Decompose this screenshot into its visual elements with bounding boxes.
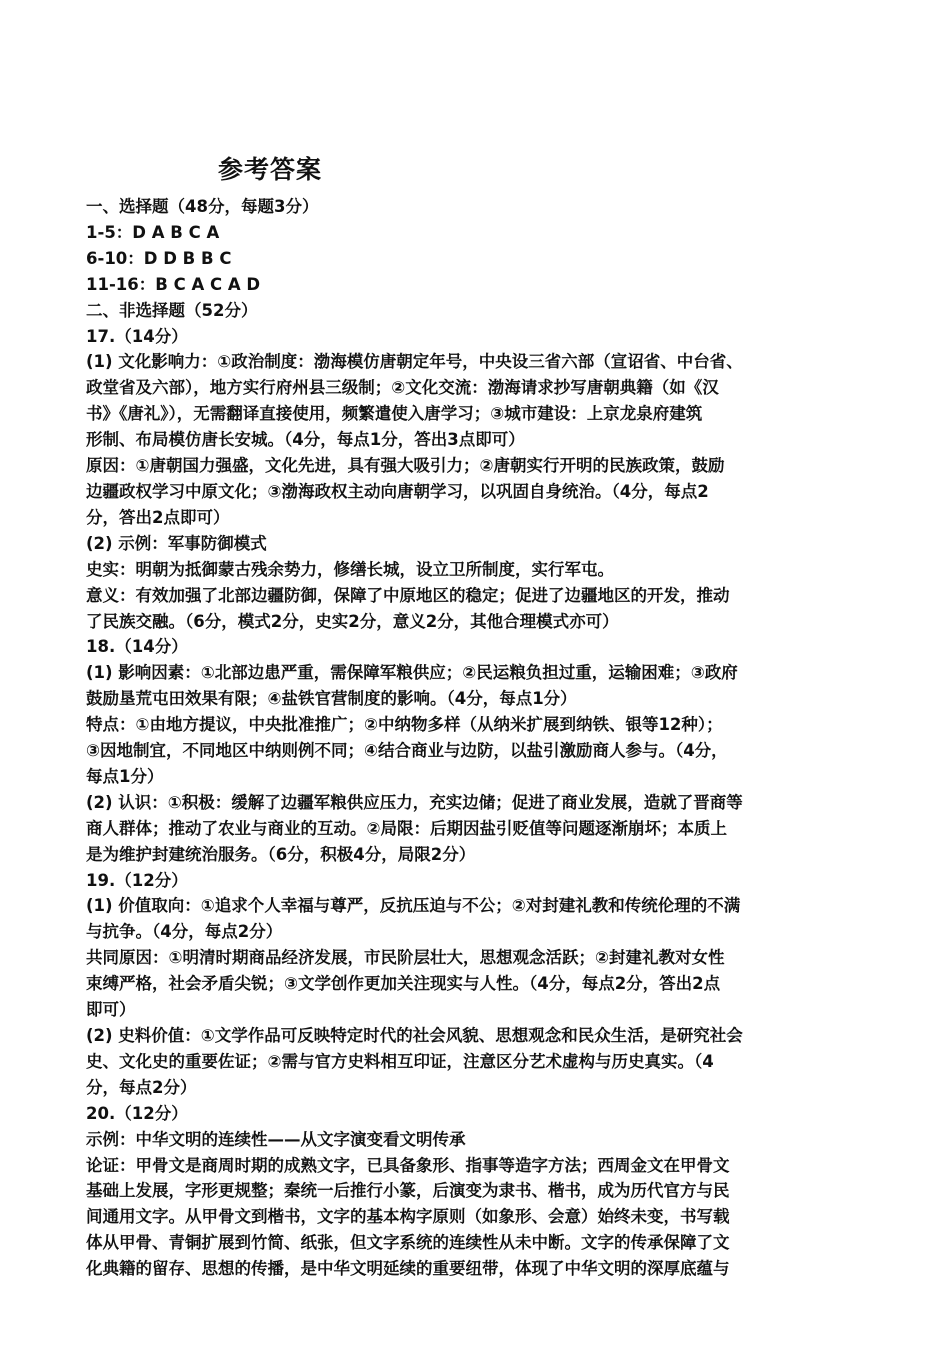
page-title: 参考答案 bbox=[218, 155, 323, 184]
answer-line: 共同原因：①明清时期商品经济发展，市民阶层壮大，思想观念活跃；②封建礼教对女性 bbox=[86, 948, 725, 968]
answer-line: 19.（12分） bbox=[86, 870, 188, 890]
answer-line: 即可） bbox=[86, 1000, 136, 1020]
answer-line: 特点：①由地方提议，中央批准推广；②中纳物多样（从纳米扩展到纳铁、银等12种）； bbox=[86, 715, 723, 735]
answer-line: (2) 史料价值：①文学作品可反映特定时代的社会风貌、思想观念和民众生活，是研究社会 bbox=[86, 1026, 743, 1045]
answer-line: (1) 价值取向：①追求个人幸福与尊严，反抗压迫与不公；②对封建礼教和传统伦理的不满 bbox=[86, 896, 741, 916]
answer-line: 18.（14分） bbox=[86, 637, 188, 657]
answer-line: 体从甲骨、青铜扩展到竹简、纸张，但文字系统的连续性从未中断。文字的传承保障了文 bbox=[86, 1233, 730, 1253]
answer-line: 6-10：D D B B C bbox=[86, 248, 232, 268]
answer-line: 1-5：D A B C A bbox=[86, 222, 220, 242]
answer-line: 史、文化史的重要佐证；②需与官方史料相互印证，注意区分艺术虚构与历史真实。（4 bbox=[86, 1051, 714, 1071]
answer-line: 了民族交融。（6分，模式2分，史实2分，意义2分，其他合理模式亦可） bbox=[86, 611, 619, 631]
answer-line: (2) 示例：军事防御模式 bbox=[86, 533, 267, 553]
answer-line: 17.（14分） bbox=[86, 326, 188, 346]
answer-line: 一、选择题（48分，每题3分） bbox=[86, 197, 319, 216]
answer-line: 政堂省及六部），地方实行府州县三级制；②文化交流：渤海请求抄写唐朝典籍（如《汉 bbox=[86, 378, 719, 398]
answer-line: (1) 影响因素：①北部边患严重，需保障军粮供应；②民运粮负担过重，运输困难；③政府 bbox=[86, 663, 738, 683]
answer-line: 原因：①唐朝国力强盛，文化先进，具有强大吸引力；②唐朝实行开明的民族政策，鼓励 bbox=[86, 456, 725, 476]
answer-line: (2) 认识：①积极：缓解了边疆军粮供应压力，充实边储；促进了商业发展，造就了晋商等 bbox=[86, 792, 743, 812]
answer-line: 商人群体；推动了农业与商业的互动。②局限：后期因盐引贬值等问题逐渐崩坏；本质上 bbox=[86, 818, 727, 838]
answer-line: ③因地制宜，不同地区中纳则例不同；④结合商业与边防，以盐引激励商人参与。（4分， bbox=[86, 741, 728, 761]
answer-line: 鼓励垦荒屯田效果有限；④盐铁官营制度的影响。（4分，每点1分） bbox=[86, 689, 577, 709]
answer-line: 分，答出2点即可） bbox=[86, 507, 230, 527]
answer-line: 二、非选择题（52分） bbox=[86, 300, 258, 320]
answer-line: 化典籍的留存、思想的传播，是中华文明延续的重要纽带，体现了中华文明的深厚底蕴与 bbox=[86, 1259, 730, 1279]
answer-content bbox=[86, 194, 786, 1282]
answer-line: 间通用文字。从甲骨文到楷书，文字的基本构字原则（如象形、会意）始终未变，书写载 bbox=[86, 1207, 730, 1227]
answer-line: 边疆政权学习中原文化；③渤海政权主动向唐朝学习，以巩固自身统治。（4分，每点2 bbox=[86, 481, 709, 501]
answer-line: 20.（12分） bbox=[86, 1103, 188, 1123]
answer-line: 11-16：B C A C A D bbox=[86, 274, 261, 294]
answer-line: 与抗争。（4分，每点2分） bbox=[86, 922, 283, 942]
answer-line: 意义：有效加强了北部边疆防御，保障了中原地区的稳定；促进了边疆地区的开发，推动 bbox=[86, 585, 730, 605]
answer-line: 书》《唐礼》），无需翻译直接使用，频繁遣使入唐学习；③城市建设：上京龙泉府建筑 bbox=[86, 404, 703, 424]
answer-line: 示例：中华文明的连续性——从文字演变看文明传承 bbox=[86, 1129, 466, 1149]
answer-line: 每点1分） bbox=[86, 766, 164, 786]
answer-line: 基础上发展，字形更规整；秦统一后推行小篆，后演变为隶书、楷书，成为历代官方与民 bbox=[86, 1181, 730, 1201]
answer-line: 形制、布局模仿唐长安城。（4分，每点1分，答出3点即可） bbox=[86, 430, 525, 450]
answer-line: (1) 文化影响力：①政治制度：渤海模仿唐朝定年号，中央设三省六部（宣诏省、中台省、 bbox=[86, 352, 743, 372]
answer-line: 束缚严格，社会矛盾尖锐；③文学创作更加关注现实与人性。（4分，每点2分，答出2点 bbox=[86, 974, 721, 994]
answer-line: 论证：甲骨文是商周时期的成熟文字，已具备象形、指事等造字方法；西周金文在甲骨文 bbox=[86, 1155, 730, 1175]
answer-line: 分，每点2分） bbox=[86, 1077, 197, 1097]
answer-line: 史实：明朝为抵御蒙古残余势力，修缮长城，设立卫所制度，实行军屯。 bbox=[86, 559, 614, 579]
answer-line: 是为维护封建统治服务。（6分，积极4分，局限2分） bbox=[86, 844, 476, 864]
